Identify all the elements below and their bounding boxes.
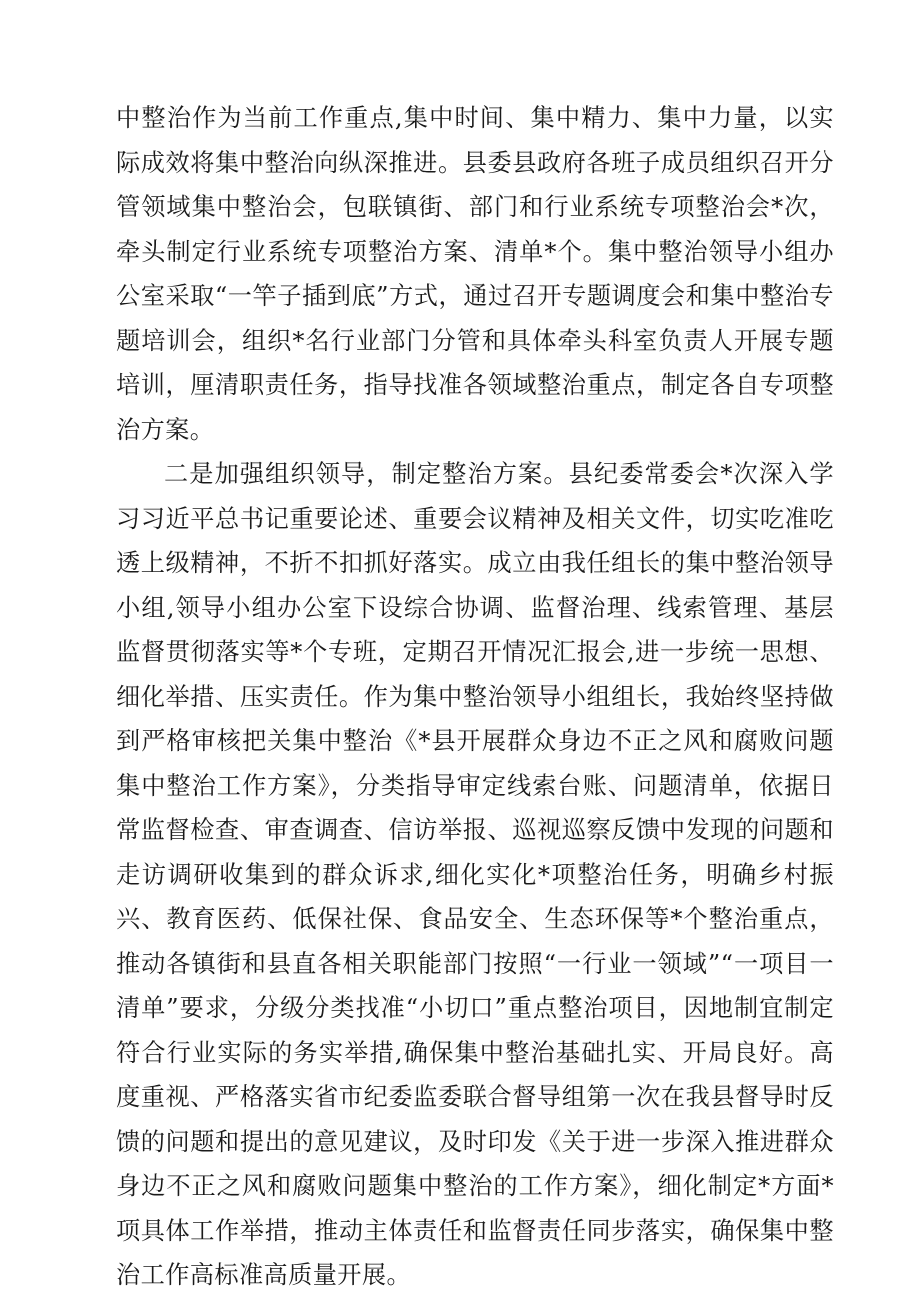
paragraph-continuation: 中整治作为当前工作重点,集中时间、集中精力、集中力量，以实际成效将集中整治向纵深推进。县委县政府各班子成员组织召开分管领域集中整治会，包联镇街、部门和行业系统专项整治会*次，牵头制定行业系统专项整治方案、清单*个。集中整治领导小组办公室采取“一竿子插到底”方式，通过召开专题调度会和集中整治专题培训会，组织*名行业部门分管和具体牵头科室负责人开展专题培训，厘清职责任务，指导找准各领域整治重点，制定各自专项整治方案。 xyxy=(116,104,834,444)
document-body xyxy=(116,96,834,1298)
paragraph-organization-leadership: 二是加强组织领导，制定整治方案。县纪委常委会*次深入学习习近平总书记重要论述、重要会议精神及相关文件，切实吃准吃透上级精神，不折不扣抓好落实。成立由我任组长的集中整治领导小组,领导小组办公室下设综合协调、监督治理、线索管理、基层监督贯彻落实等*个专班，定期召开情况汇报会,进一步统一思想、细化举措、压实责任。作为集中整治领导小组组长，我始终坚持做到严格审核把关集中整治《*县开展群众身边不正之风和腐败问题集中整治工作方案》，分类指导审定线索台账、问题清单，依据日常监督检查、审查调查、信访举报、巡视巡察反馈中发现的问题和走访调研收集到的群众诉求,细化实化*项整治任务，明确乡村振兴、教育医药、低保社保、食品安全、生态环保等*个整治重点，推动各镇街和县直各相关职能部门按照“一行业一领域”“一项目一清单”要求，分级分类找准“小切口”重点整治项目，因地制宜制定符合行业实际的务实举措,确保集中整治基础扎实、开局良好。高度重视、严格落实省市纪委监委联合督导组第一次在我县督导时反馈的问题和提出的意见建议，及时印发《关于进一步深入推进群众身边不正之风和腐败问题集中整治的工作方案》，细化制定*方面*项具体工作举措，推动主体责任和监督责任同步落实，确保集中整治工作高标准高质量开展。 xyxy=(116,460,834,1289)
